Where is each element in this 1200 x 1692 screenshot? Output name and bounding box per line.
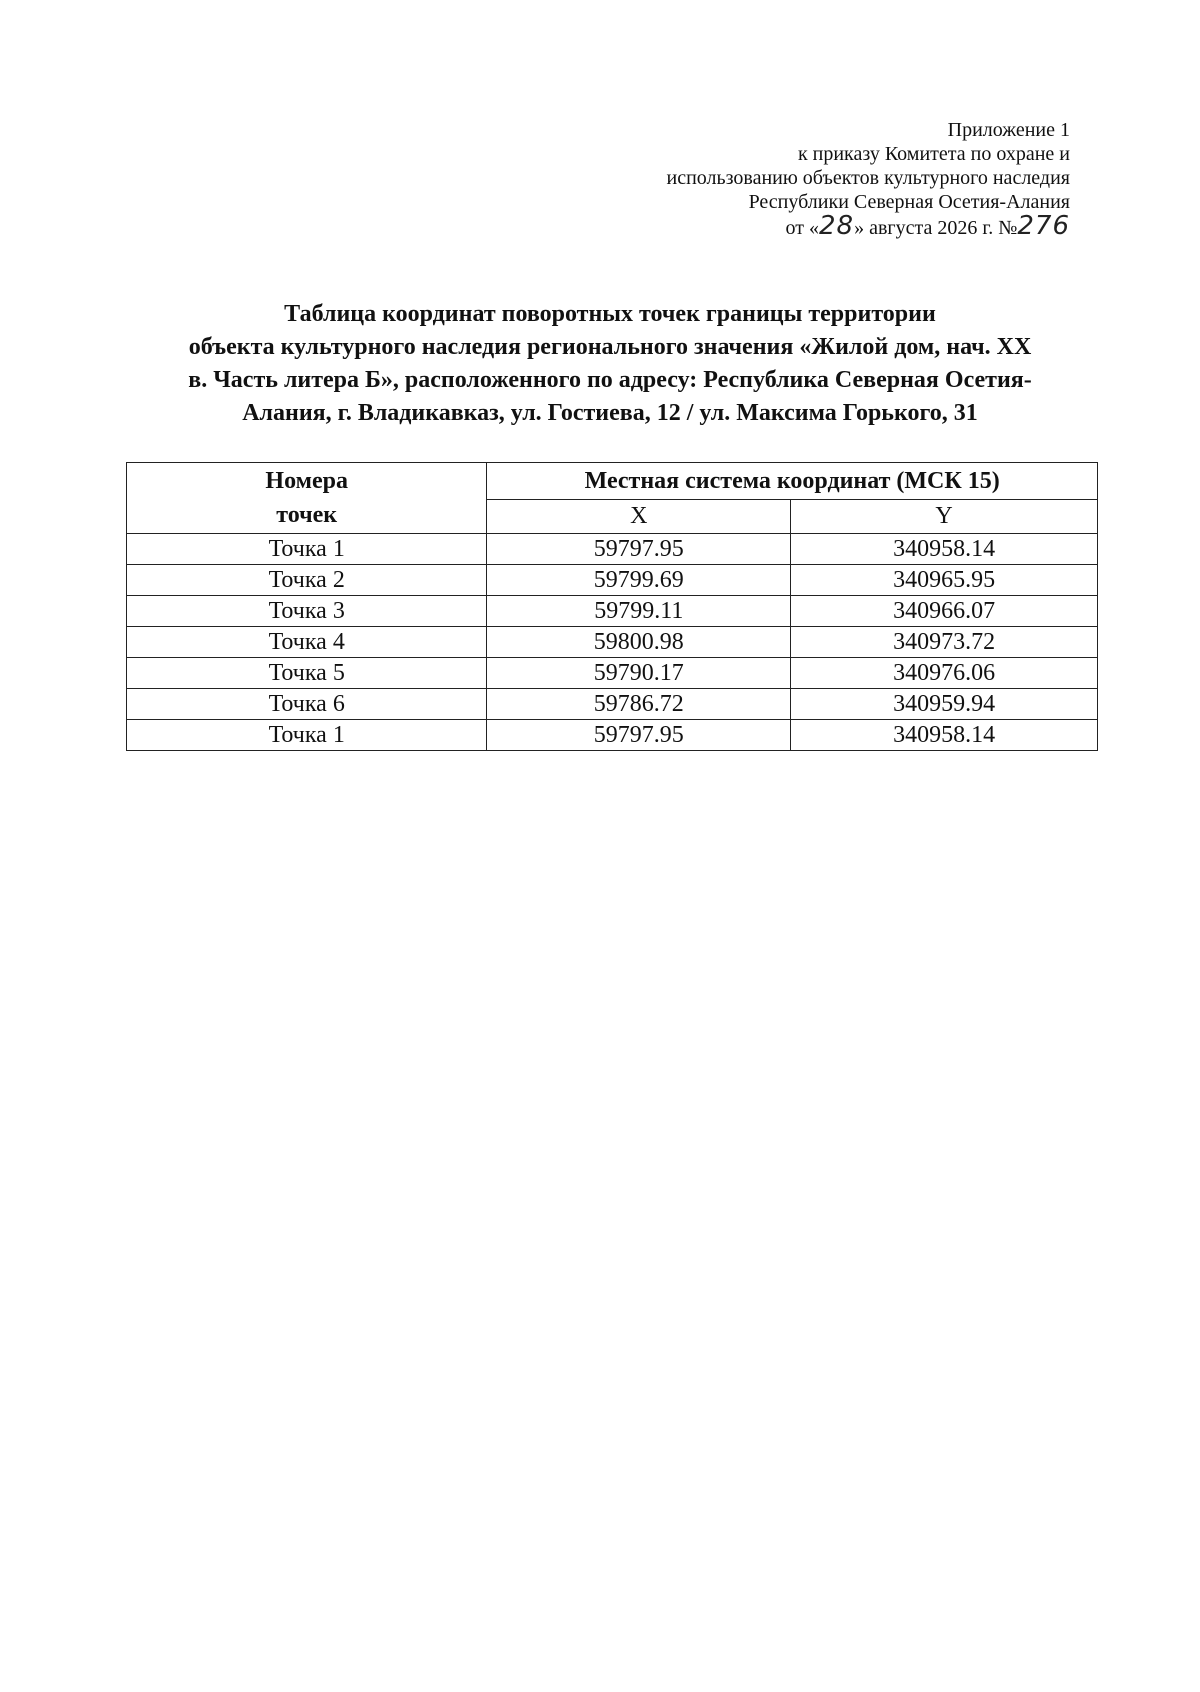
order-date-line [510,211,1070,241]
y-cell: 340976.06 [791,658,1098,689]
handwritten-order-number: 276 [1017,211,1070,241]
point-cell: Точка 3 [127,596,487,627]
date-prefix: от « [785,217,819,239]
points-header-line-2: точек [276,502,338,528]
point-cell: Точка 5 [127,658,487,689]
x-cell: 59800.98 [487,627,791,658]
handwritten-day: 28 [818,211,855,241]
y-cell: 340965.95 [791,565,1098,596]
table-row [127,596,1098,627]
y-cell: 340959.94 [791,689,1098,720]
x-column-header: X [487,500,791,534]
coordinate-system-header: Местная система координат (МСК 15) [487,463,1098,500]
x-cell: 59786.72 [487,689,791,720]
y-cell: 340958.14 [791,720,1098,751]
order-reference: к приказу Комитета по охране и [797,143,1070,165]
date-middle: » августа 2026 г. № [854,217,1018,239]
title-line-2: объекта культурного наследия регионального значения «Жилой дом, нач. XX [188,334,1032,360]
title-line-4: Алания, г. Владикавказ, ул. Гостиева, 12 / ул. Максима Горького, 31 [242,400,978,426]
table-row [127,627,1098,658]
table-row [127,720,1098,751]
table-row [127,565,1098,596]
republic-name: Республики Северная Осетия-Алания [748,191,1070,213]
committee-name: использованию объектов культурного наследия [666,167,1070,189]
table-header-row [127,463,1098,500]
x-cell: 59797.95 [487,720,791,751]
points-header-line-1: Номера [265,468,348,494]
points-column-header [127,463,487,534]
y-cell: 340958.14 [791,534,1098,565]
appendix-header [510,118,1070,240]
x-cell: 59799.11 [487,596,791,627]
point-cell: Точка 4 [127,627,487,658]
point-cell: Точка 2 [127,565,487,596]
point-cell: Точка 1 [127,720,487,751]
table-body [127,534,1098,751]
point-cell: Точка 6 [127,689,487,720]
document-title [120,298,1100,430]
point-cell: Точка 1 [127,534,487,565]
x-cell: 59797.95 [487,534,791,565]
x-cell: 59790.17 [487,658,791,689]
y-column-header: Y [791,500,1098,534]
coordinates-table [126,462,1098,751]
title-line-1: Таблица координат поворотных точек границы территории [284,301,936,327]
y-cell: 340973.72 [791,627,1098,658]
table-row [127,689,1098,720]
table-row [127,534,1098,565]
y-cell: 340966.07 [791,596,1098,627]
title-line-3: в. Часть литера Б», расположенного по адресу: Республика Северная Осетия- [188,367,1032,393]
table-row [127,658,1098,689]
appendix-label: Приложение 1 [947,119,1070,141]
x-cell: 59799.69 [487,565,791,596]
